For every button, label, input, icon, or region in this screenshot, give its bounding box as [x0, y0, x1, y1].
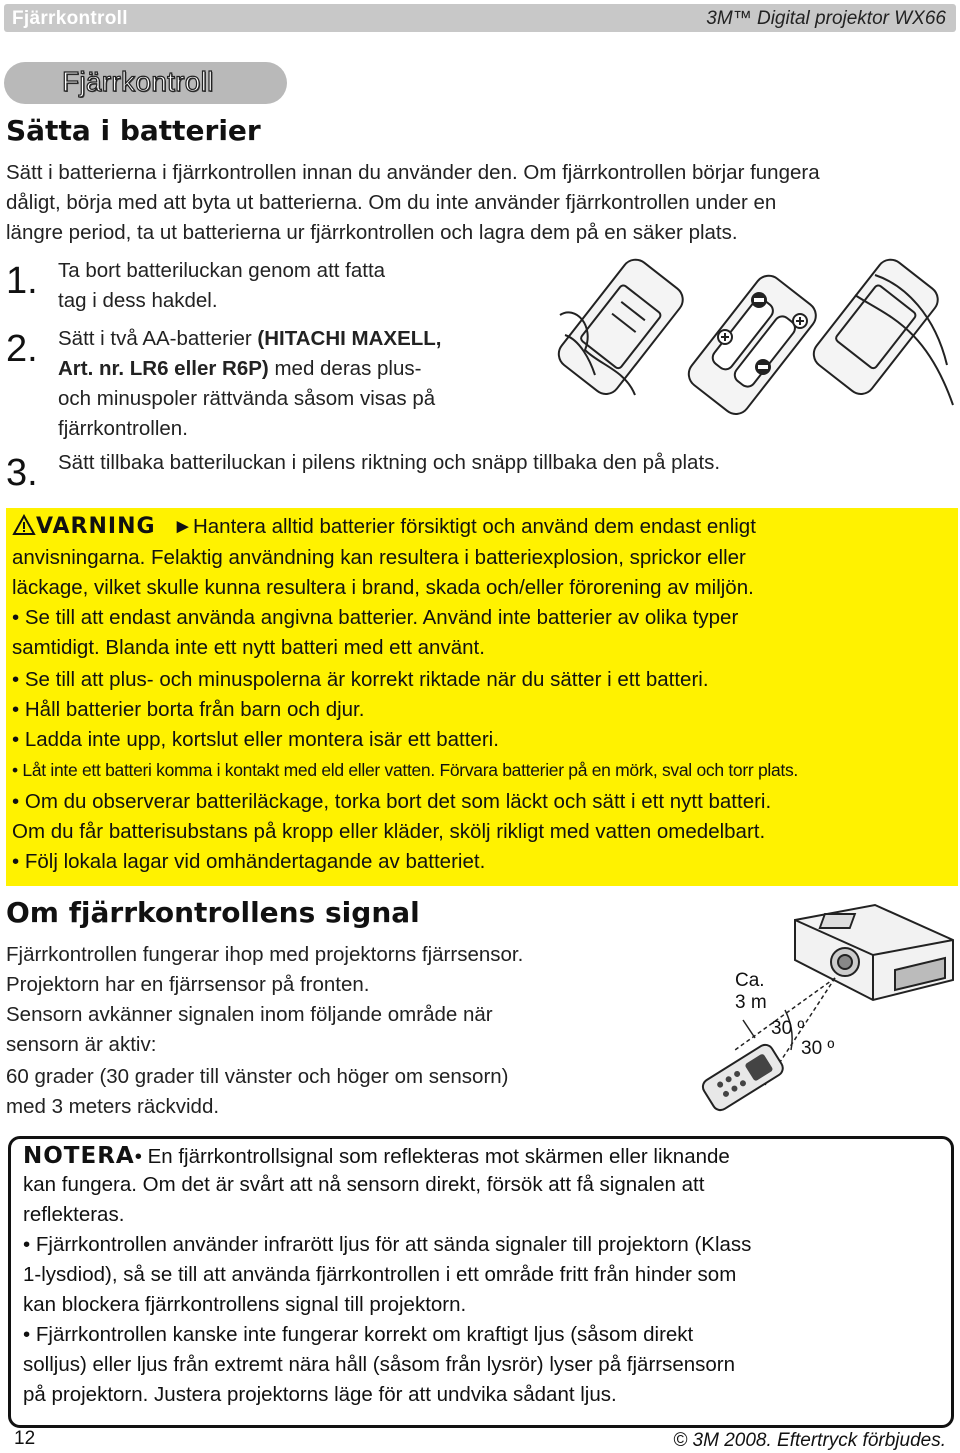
warning-line-10: • Om du observerar batteriläckage, torka bort det som läckt och sätt i ett nytt batteri. — [12, 790, 772, 813]
warning-line-5: samtidigt. Blanda inte ett nytt batteri med ett använt. — [12, 636, 485, 659]
note-title: NOTERA — [23, 1143, 135, 1169]
note-line-7: • Fjärrkontrollen kanske inte fungerar korrekt om kraftigt ljus (såsom direkt — [23, 1323, 694, 1346]
step-number-1: 1. — [6, 260, 38, 302]
note-line-8: solljus) eller ljus från extremt nära håll (såsom från lysrör) lyser på fjärrsensorn — [23, 1353, 736, 1376]
range-label-2: 3 m — [735, 992, 767, 1013]
note-line-6: kan blockera fjärrkontrollens signal till projektorn. — [23, 1293, 467, 1316]
warning-line-4: • Se till att endast använda angivna batterier. Använd inte batterier av olika typer — [12, 606, 739, 629]
signal-line-3: Sensorn avkänner signalen inom följande område när — [6, 1003, 493, 1026]
note-line-3: reflekteras. — [23, 1203, 125, 1226]
warning-line-2: anvisningarna. Felaktig användning kan resultera i batteriexplosion, sprickor eller — [12, 546, 746, 569]
step-2-line-2: Art. nr. LR6 eller R6P) med deras plus- — [58, 357, 422, 380]
warning-line-8: • Ladda inte upp, kortslut eller montera isär ett batteri. — [12, 728, 499, 751]
note-line-2: kan fungera. Om det är svårt att nå sensorn direkt, försök att få signalen att — [23, 1173, 705, 1196]
note-line-4: • Fjärrkontrollen använder infrarött ljus för att sända signaler till projektorn (Klass — [23, 1233, 752, 1256]
note-line-1: NOTERA• En fjärrkontrollsignal som reflekteras mot skärmen eller liknande — [23, 1143, 730, 1169]
signal-line-4: sensorn är aktiv: — [6, 1033, 157, 1056]
warning-line-12: • Följ lokala lagar vid omhändertagande av batteriet. — [12, 850, 486, 873]
header-product-name: 3M™ Digital projektor WX66 — [706, 8, 946, 29]
step-2-line-4: fjärrkontrollen. — [58, 417, 188, 440]
intro-line-2: dåligt, börja med att byta ut batterierna. Om du inte använder fjärrkontrollen under en — [6, 191, 777, 214]
warning-line-6: • Se till att plus- och minuspolerna är korrekt riktade när du sätter i ett batteri. — [12, 668, 709, 691]
step-number-2: 2. — [6, 328, 38, 370]
note-line-9: på projektorn. Justera projektorns läge för att undvika sådant ljus. — [23, 1383, 617, 1406]
warning-line-1: VARNING ►Hantera alltid batterier försiktigt och använd dem endast enligt — [12, 514, 756, 539]
range-label-1: Ca. — [735, 970, 765, 991]
copyright: © 3M 2008. Eftertryck förbjudes. — [673, 1430, 946, 1451]
header-section-label: Fjärrkontroll — [12, 8, 128, 29]
step-2-line-1: Sätt i två AA-batterier (HITACHI MAXELL, — [58, 327, 442, 350]
angle-label-1: 30 º — [771, 1018, 805, 1039]
chapter-title-pill — [4, 62, 287, 104]
step-2-line-3: och minuspoler rättvända såsom visas på — [58, 387, 436, 410]
signal-line-2: Projektorn har en fjärrsensor på fronten. — [6, 973, 370, 996]
note-line-5: 1-lysdiod), så se till att använda fjärrkontrollen i ett område fritt från hinder som — [23, 1263, 737, 1286]
projector-remote-illustration — [695, 900, 957, 1122]
page-number: 12 — [14, 1428, 36, 1449]
warning-line-11: Om du får batterisubstans på kropp eller kläder, skölj rikligt med vatten omedelbart. — [12, 820, 766, 843]
warning-triangle-icon — [12, 514, 36, 536]
step-1-line-1: Ta bort batteriluckan genom att fatta — [58, 259, 386, 282]
warning-line-3: läckage, vilket skulle kunna resultera i brand, skada och/eller förorening av miljön. — [12, 576, 754, 599]
section-title-signal: Om fjärrkontrollens signal — [6, 896, 420, 929]
signal-line-1: Fjärrkontrollen fungerar ihop med projektorns fjärrsensor. — [6, 943, 524, 966]
signal-line-6: med 3 meters räckvidd. — [6, 1095, 220, 1118]
step-3-line-1: Sätt tillbaka batteriluckan i pilens riktning och snäpp tillbaka den på plats. — [58, 451, 721, 474]
warning-title: VARNING — [36, 514, 156, 539]
warning-line-7: • Håll batterier borta från barn och djur. — [12, 698, 365, 721]
angle-label-2: 30 º — [801, 1038, 835, 1059]
warning-box — [6, 508, 958, 886]
section-title-batteries: Sätta i batterier — [6, 114, 261, 147]
step-1-line-2: tag i dess hakdel. — [58, 289, 218, 312]
warning-arrow: ► — [172, 515, 193, 538]
intro-line-3: längre period, ta ut batterierna ur fjärrkontrollen och lagra dem på en säker plats. — [6, 221, 738, 244]
warning-line-9: • Låt inte ett batteri komma i kontakt med eld eller vatten. Förvara batterier på en mörk, sval och torr plats. — [12, 760, 798, 780]
intro-line-1: Sätt i batterierna i fjärrkontrollen innan du använder den. Om fjärrkontrollen börjar fungera — [6, 161, 820, 184]
step-number-3: 3. — [6, 452, 38, 494]
chapter-title: Fjärrkontroll — [62, 66, 214, 97]
signal-line-5: 60 grader (30 grader till vänster och höger om sensorn) — [6, 1065, 509, 1088]
remote-battery-illustration — [555, 255, 955, 423]
note-box — [8, 1136, 954, 1428]
